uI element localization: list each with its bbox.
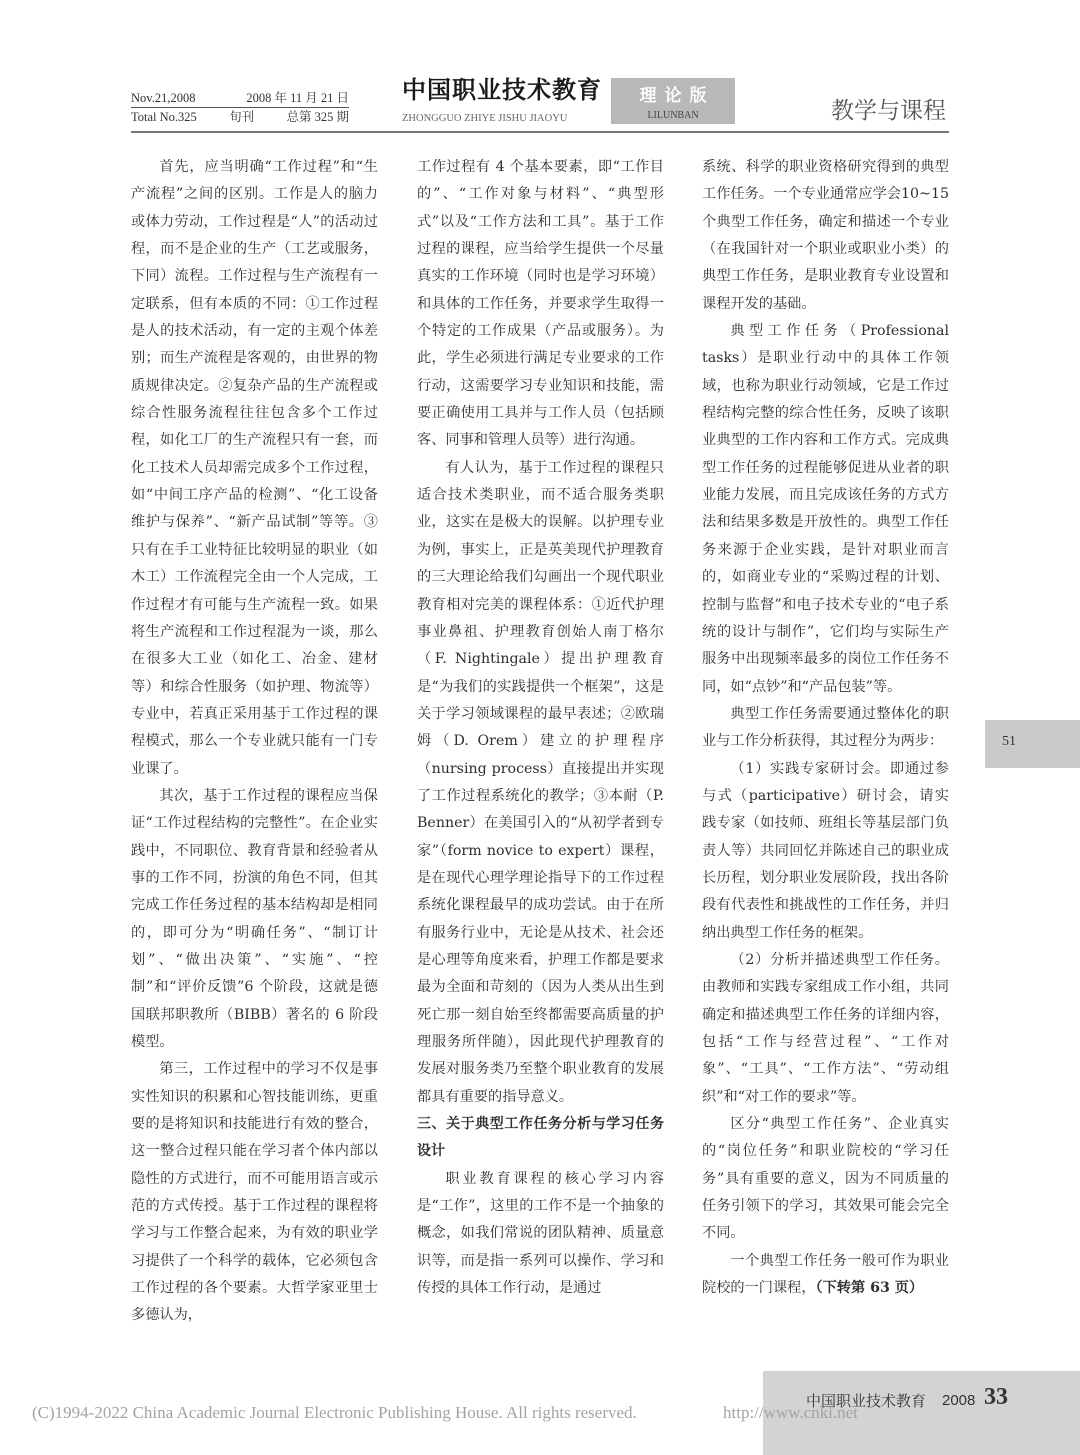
section-heading: 三、关于典型工作任务分析与学习任务设计 bbox=[417, 1116, 664, 1160]
edition-badge bbox=[611, 78, 735, 124]
paragraph: 职业教育课程的核心学习内容是“工作”，这里的工作不是一个抽象的概念，如我们常说的团队精神、质量意识等，而是指一系列可以操作、学习和传授的具体工作行动，是通过 bbox=[417, 1170, 664, 1297]
source-url: http://www.cnki.net bbox=[723, 1403, 858, 1422]
continuation-note: （下转第 63 页） bbox=[815, 1280, 924, 1297]
journal-pinyin: ZHONGGUO ZHIYE JISHU JIAOYU bbox=[402, 113, 568, 124]
page-number: 33 bbox=[984, 1384, 1008, 1410]
paragraph bbox=[702, 1248, 949, 1303]
journal-title: 中国职业技术教育 bbox=[402, 76, 602, 104]
header-rule bbox=[131, 131, 949, 133]
paragraph: 其次，基于工作过程的课程应当保证“工作过程结构的完整性”。在企业实践中，不同职位、教育背景和经验者从事的工作不同，扮演的角色不同，但其完成工作任务过程的基本结构却是相同的，即可分为“明确任务”、“制订计划”、“做出决策”、“实施”、“控制”和“评价反馈”6 个阶段，这就是德国联邦职教所（BIBB）著名的 6 阶段模型。 bbox=[131, 787, 378, 1050]
edition-title: 理论版 bbox=[639, 86, 715, 106]
frequency: 旬刊 bbox=[229, 110, 255, 124]
paragraph: 首先，应当明确“工作过程”和“生产流程”之间的区别。工作是人的脑力或体力劳动，工作过程是“人”的活动过程，而不是企业的生产（工艺或服务，下同）流程。工作过程与生产流程有一定联系，但有本质的不同：①工作过程是人的技术活动，有一定的主观个体差别；而生产流程是客观的，由世界的物质规律决定。②复杂产品的生产流程或综合性服务流程往往包含多个工作过程，如化工厂的生产流程只有一套，而化工技术人员却需完成多个工作过程，如“中间工序产品的检测”、“化工设备维护与保养”、“新产品试制”等等。③只有在手工业特征比较明显的职业（如木工）工作流程完全由一个人完成，工作过程才有可能与生产流程一致。如果将生产流程和工作过程混为一谈，那么在很多大工业（如化工、冶金、建材等）和综合性服务（如护理、物流等）专业中，若真正采用基于工作过程的课程模式，那么一个专业就只能有一门专业课了。 bbox=[131, 159, 378, 777]
date-cn: 2008 年 11 月 21 日 bbox=[246, 91, 349, 105]
text-column-3 bbox=[702, 154, 949, 1302]
issue-info bbox=[131, 90, 349, 125]
section-title: 教学与课程 bbox=[831, 98, 946, 124]
paragraph: 系统、科学的职业资格研究得到的典型工作任务。一个专业通常应学会10~15 个典型工作任务，确定和描述一个专业（在我国针对一个职业或职业小类）的典型工作任务，是职业教育专业设置和课程开发的基础。 bbox=[702, 159, 949, 312]
issue-divider bbox=[131, 107, 349, 108]
footer-journal: 中国职业技术教育 bbox=[806, 1392, 927, 1410]
paragraph: （1）实践专家研讨会。即通过参与式（participative）研讨会，请实践专家（如技师、班组长等基层部门负责人等）共同回忆并陈述自己的职业成长历程，划分职业发展阶段，找出各阶段有代表性和挑战性的工作任务，并归纳出典型工作任务的框架。 bbox=[702, 760, 949, 941]
paragraph: 区分“典型工作任务”、企业真实的“岗位任务”和职业院校的“学习任务”具有重要的意义，因为不同质量的任务引领下的学习，其效果可能会完全不同。 bbox=[702, 1116, 949, 1242]
paragraph: 典型工作任务（Professional tasks）是职业行动中的具体工作领域，也称为职业行动领域，它是工作过程结构完整的综合性任务，反映了该职业典型的工作内容和工作方式。完成典型工作任务的过程能够促进从业者的职业能力发展，而且完成该任务的方式方法和结果多数是开放性的。典型工作任务来源于企业实践，是针对职业而言的，如商业专业的“采购过程的计划、控制与监督”和电子技术专业的“电子系统的设计与制作”，它们均与实际生产服务中出现频率最多的岗位工作任务不同，如“点钞”和“产品包装”等。 bbox=[702, 323, 949, 695]
total-en: Total No.325 bbox=[131, 110, 197, 124]
paragraph: 工作过程有 4 个基本要素，即“工作目的”、“工作对象与材料”、“典型形式”以及“工作方法和工具”。基于工作过程的课程，应当给学生提供一个尽量真实的工作环境（同时也是学习环境）和具体的工作任务，并要求学生取得一个特定的工作成果（产品或服务）。为此，学生必须进行满足专业要求的工作行动，这需要学习专业知识和技能，需要正确使用工具并与工作人员（包括顾客、同事和管理人员等）进行沟通。 bbox=[417, 159, 664, 449]
side-tab-number: 51 bbox=[1002, 734, 1016, 749]
text-column-2 bbox=[417, 154, 664, 1302]
page-header bbox=[0, 0, 1080, 140]
paragraph: 有人认为，基于工作过程的课程只适合技术类职业，而不适合服务类职业，这实在是极大的误解。以护理专业为例，事实上，正是英美现代护理教育的三大理论给我们勾画出一个现代职业教育相对完美的课程体系：①近代护理事业鼻祖、护理教育创始人南丁格尔（F. Nightingale）提出护理教育是“为我们的实践提供一个框架”，这是关于学习领域课程的最早表述；②欧瑞姆（D. Orem）建立的护理程序（nursing process）直接提出并实现了工作过程系统化的教学；③本耐（P. Benner）在美国引入的“从初学者到专家”（form novice to expert）课程，是在现代心理学理论指导下的工作过程系统化课程最早的成功尝试。由于在所有服务行业中，无论是从技术、社会还是心理等角度来看，护理工作都是要求最为全面和苛刻的（因为人类从出生到死亡那一刻自始至终都需要高质量的护理服务所伴随），因此现代护理教育的发展对服务类乃至整个职业教育的发展都具有重要的指导意义。 bbox=[417, 459, 664, 1105]
footer-year: 2008 bbox=[942, 1392, 976, 1409]
text-column-1 bbox=[131, 154, 378, 1330]
paragraph: （2）分析并描述典型工作任务。由教师和实践专家组成工作小组，共同确定和描述典型工作任务的详细内容，包括“工作与经营过程”、“工作对象”、“工具”、“工作方法”、“劳动组织”和“对工作的要求”等。 bbox=[702, 951, 949, 1105]
paragraph: 典型工作任务需要通过整体化的职业与工作分析获得，其过程分为两步： bbox=[702, 705, 949, 750]
paragraph-text: 一个典型工作任务一般可作为职业院校的一门课程， bbox=[702, 1252, 949, 1297]
date-en: Nov.21,2008 bbox=[131, 91, 196, 105]
edition-pinyin: LILUNBAN bbox=[647, 110, 699, 121]
journal-brand bbox=[402, 70, 610, 124]
copyright-notice: (C)1994-2022 China Academic Journal Electronic Publishing House. All rights reserved. bbox=[32, 1403, 637, 1422]
paragraph: 第三，工作过程中的学习不仅是事实性知识的积累和心智技能训练，更重要的是将知识和技能进行有效的整合，这一整合过程只能在学习者个体内部以隐性的方式进行，而不可能用语言或示范的方式传授。基于工作过程的课程将学习与工作整合起来，为有效的职业学习提供了一个科学的载体，它必须包含工作过程的各个要素。大哲学家亚里士多德认为， bbox=[131, 1061, 378, 1324]
total-cn: 总第 325 期 bbox=[286, 110, 349, 124]
side-tab bbox=[985, 720, 1080, 768]
